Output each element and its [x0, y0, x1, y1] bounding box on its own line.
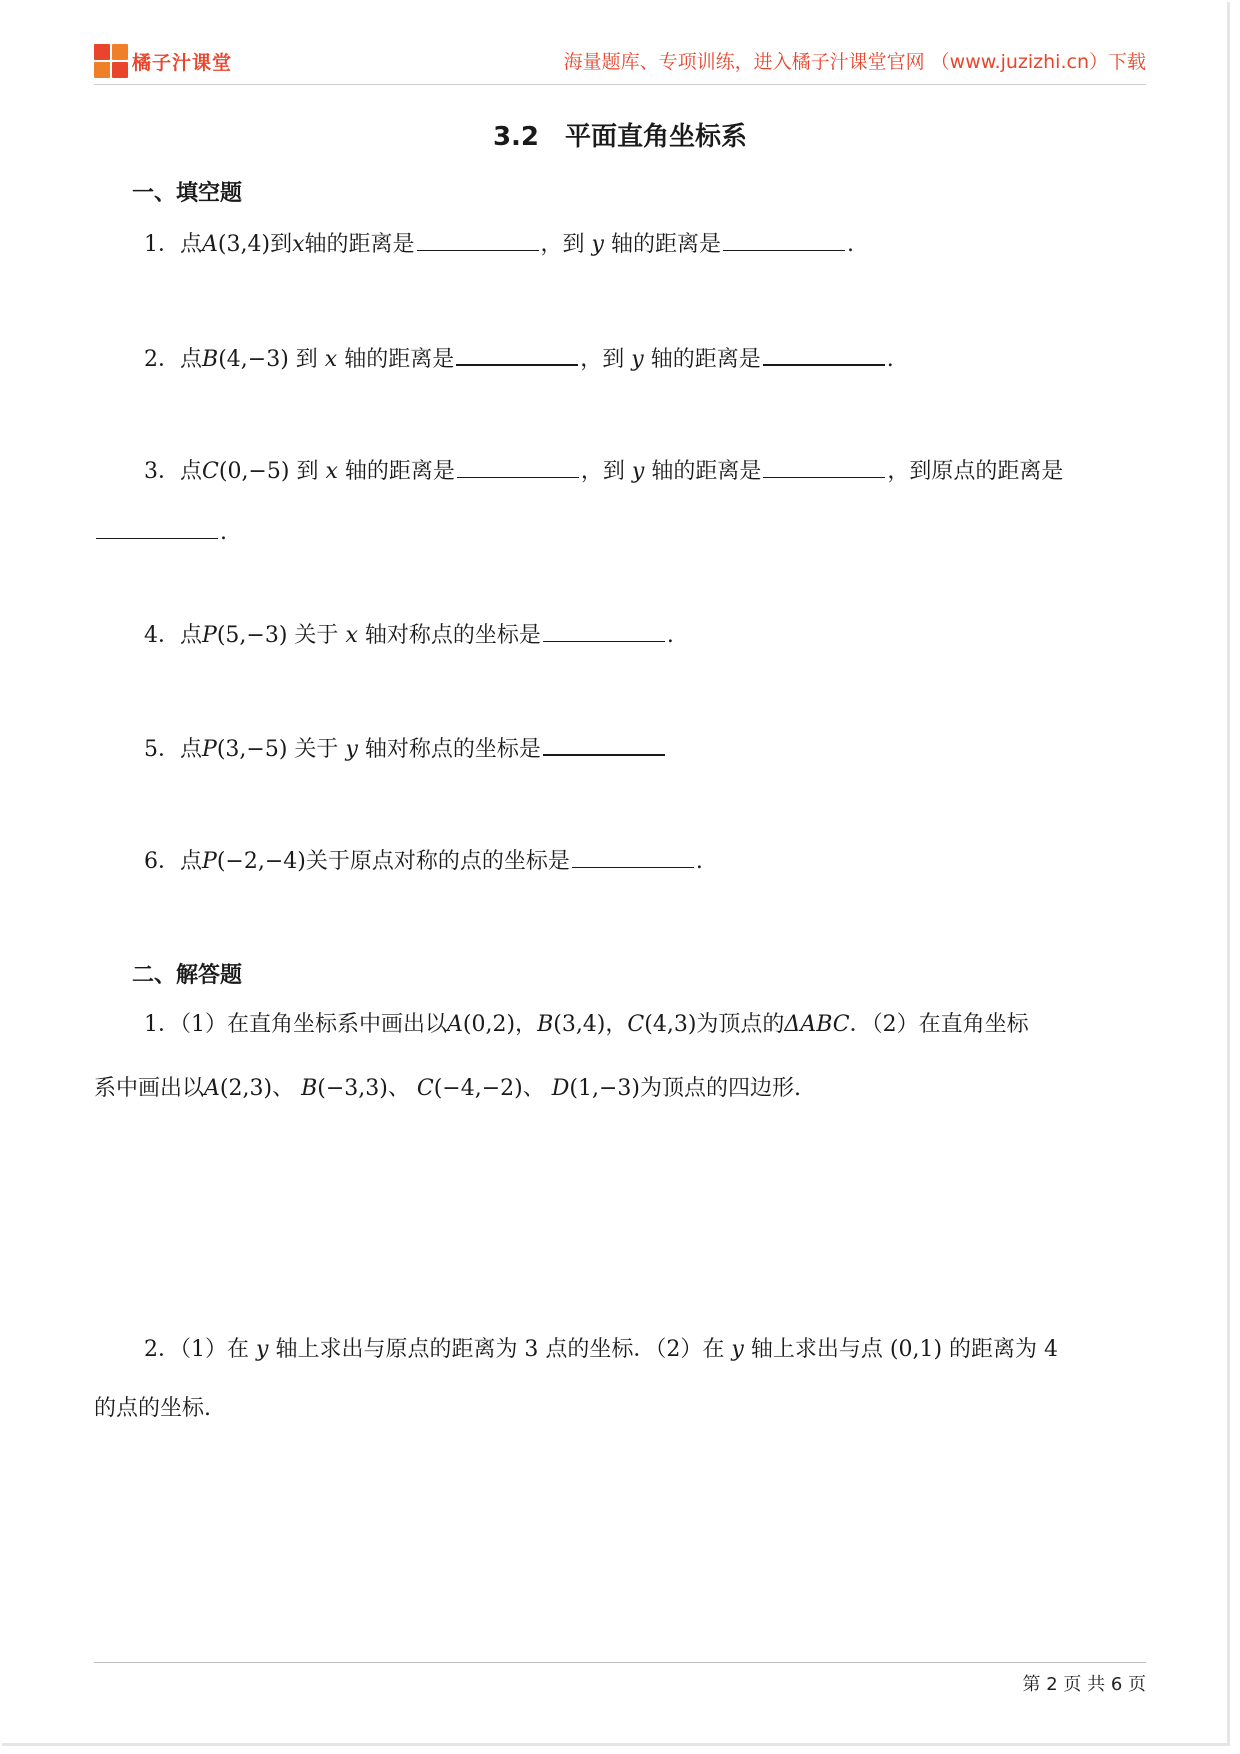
solve-question-2: 2．（1）在 y 轴上求出与原点的距离为 3 点的坐标．（2）在 y 轴上求出与点 (0,1) 的距离为 4	[144, 1337, 1059, 1362]
brand-logo[interactable]	[94, 44, 232, 78]
question-1: 1．点A(3,4)到x轴的距离是 ，到 y 轴的距离是 .	[144, 232, 854, 257]
header-slogan: 海量题库、专项训练，进入橘子汁课堂官网 （www.juzizhi.cn）下载	[563, 51, 1146, 73]
question-3: 3．点C(0,−5) 到 x 轴的距离是 ，到 y 轴的距离是 ，到原点的距离是	[144, 459, 1064, 484]
solve-question-2-continued: 的点的坐标.	[94, 1396, 211, 1421]
answer-blank[interactable]	[96, 518, 218, 539]
question-4: 4．点P(5,−3) 关于 x 轴对称点的坐标是 .	[144, 623, 674, 648]
footer-divider	[94, 1662, 1146, 1663]
solve-question-1: 1．（1）在直角坐标系中画出以A(0,2)，B(3,4)，C(4,3)为顶点的ΔABC．（2）在直角坐标	[144, 1012, 1029, 1037]
answer-blank[interactable]	[723, 230, 845, 251]
section-fill-in: 一、填空题	[132, 181, 243, 206]
answer-blank[interactable]	[572, 847, 694, 868]
page-number: 第 2 页 共 6 页	[1022, 1674, 1146, 1695]
answer-blank[interactable]	[456, 344, 578, 366]
answer-blank[interactable]	[763, 344, 885, 366]
answer-blank[interactable]	[417, 230, 539, 251]
answer-blank[interactable]	[543, 734, 665, 756]
question-5: 5．点P(3,−5) 关于 y 轴对称点的坐标是	[144, 734, 667, 765]
question-6: 6．点P(−2,−4)关于原点对称的点的坐标是 .	[144, 849, 703, 874]
page-title: 3.2 平面直角坐标系	[492, 122, 748, 152]
page-header	[94, 38, 1146, 85]
answer-blank[interactable]	[543, 621, 665, 642]
logo-icon	[94, 44, 128, 78]
answer-blank[interactable]	[457, 457, 579, 478]
solve-question-1-continued: 系中画出以A(2,3)、 B(−3,3)、 C(−4,−2)、 D(1,−3)为顶点的四边形.	[94, 1076, 801, 1101]
question-3-continued: .	[94, 518, 227, 548]
section-solve: 二、解答题	[132, 963, 243, 988]
answer-blank[interactable]	[763, 457, 885, 478]
logo-text: 橘子汁课堂	[132, 51, 233, 74]
question-2: 2．点B(4,−3) 到 x 轴的距离是 ，到 y 轴的距离是 .	[144, 344, 894, 375]
